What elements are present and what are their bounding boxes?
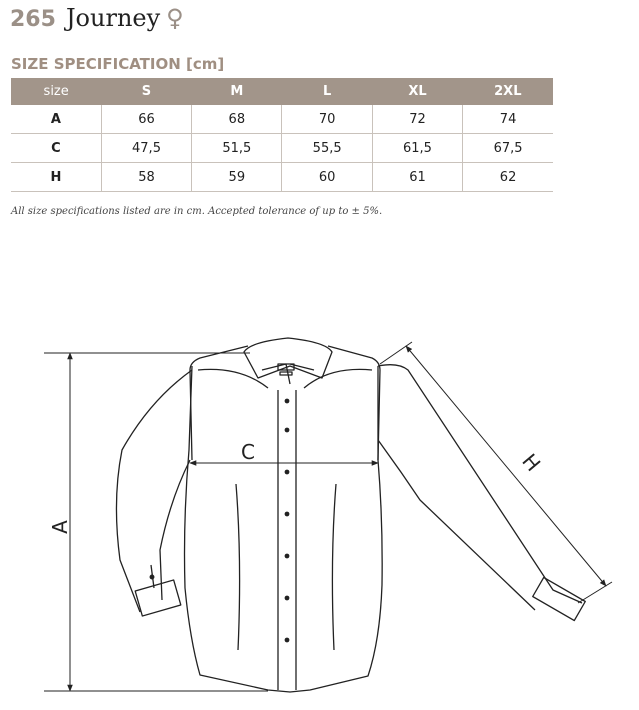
row-label: H bbox=[11, 163, 101, 192]
placket-buttons bbox=[285, 399, 290, 643]
female-symbol-icon: ♀ bbox=[166, 4, 184, 32]
table-cell: 66 bbox=[101, 105, 191, 134]
column-header-s: S bbox=[101, 78, 191, 105]
product-code: 265 bbox=[10, 7, 56, 32]
column-header-size: size bbox=[11, 78, 101, 105]
spec-title: SIZE SPECIFICATION [cm] bbox=[11, 55, 225, 73]
button-dot bbox=[285, 596, 290, 601]
column-header-m: M bbox=[192, 78, 282, 105]
button-dot bbox=[285, 554, 290, 559]
table-cell: 61,5 bbox=[372, 134, 462, 163]
dimension-label-c: C bbox=[241, 440, 255, 464]
table-cell: 61 bbox=[372, 163, 462, 192]
button-dot bbox=[285, 512, 290, 517]
dimension-label-a: A bbox=[48, 520, 72, 534]
table-cell: 72 bbox=[372, 105, 462, 134]
button-dot bbox=[285, 470, 290, 475]
table-cell: 59 bbox=[192, 163, 282, 192]
table-cell: 55,5 bbox=[282, 134, 372, 163]
shirt-outline bbox=[116, 338, 585, 692]
row-label: C bbox=[11, 134, 101, 163]
table-cell: 68 bbox=[192, 105, 282, 134]
row-label: A bbox=[11, 105, 101, 134]
table-cell: 67,5 bbox=[463, 134, 553, 163]
product-name: Journey bbox=[65, 4, 161, 32]
button-dot bbox=[285, 399, 290, 404]
column-header-2xl: 2XL bbox=[463, 78, 553, 105]
table-cell: 51,5 bbox=[192, 134, 282, 163]
dimension-label-h: H bbox=[517, 449, 546, 476]
table-cell: 58 bbox=[101, 163, 191, 192]
column-header-l: L bbox=[282, 78, 372, 105]
table-cell: 60 bbox=[282, 163, 372, 192]
table-cell: 47,5 bbox=[101, 134, 191, 163]
table-cell: 62 bbox=[463, 163, 553, 192]
column-header-xl: XL bbox=[372, 78, 462, 105]
table-cell: 74 bbox=[463, 105, 553, 134]
button-dot bbox=[285, 428, 290, 433]
table-cell: 70 bbox=[282, 105, 372, 134]
tolerance-note: All size specifications listed are in cm. Accepted tolerance of up to ± 5%. bbox=[11, 206, 383, 217]
dimension-a bbox=[44, 353, 268, 691]
button-dot bbox=[285, 638, 290, 643]
